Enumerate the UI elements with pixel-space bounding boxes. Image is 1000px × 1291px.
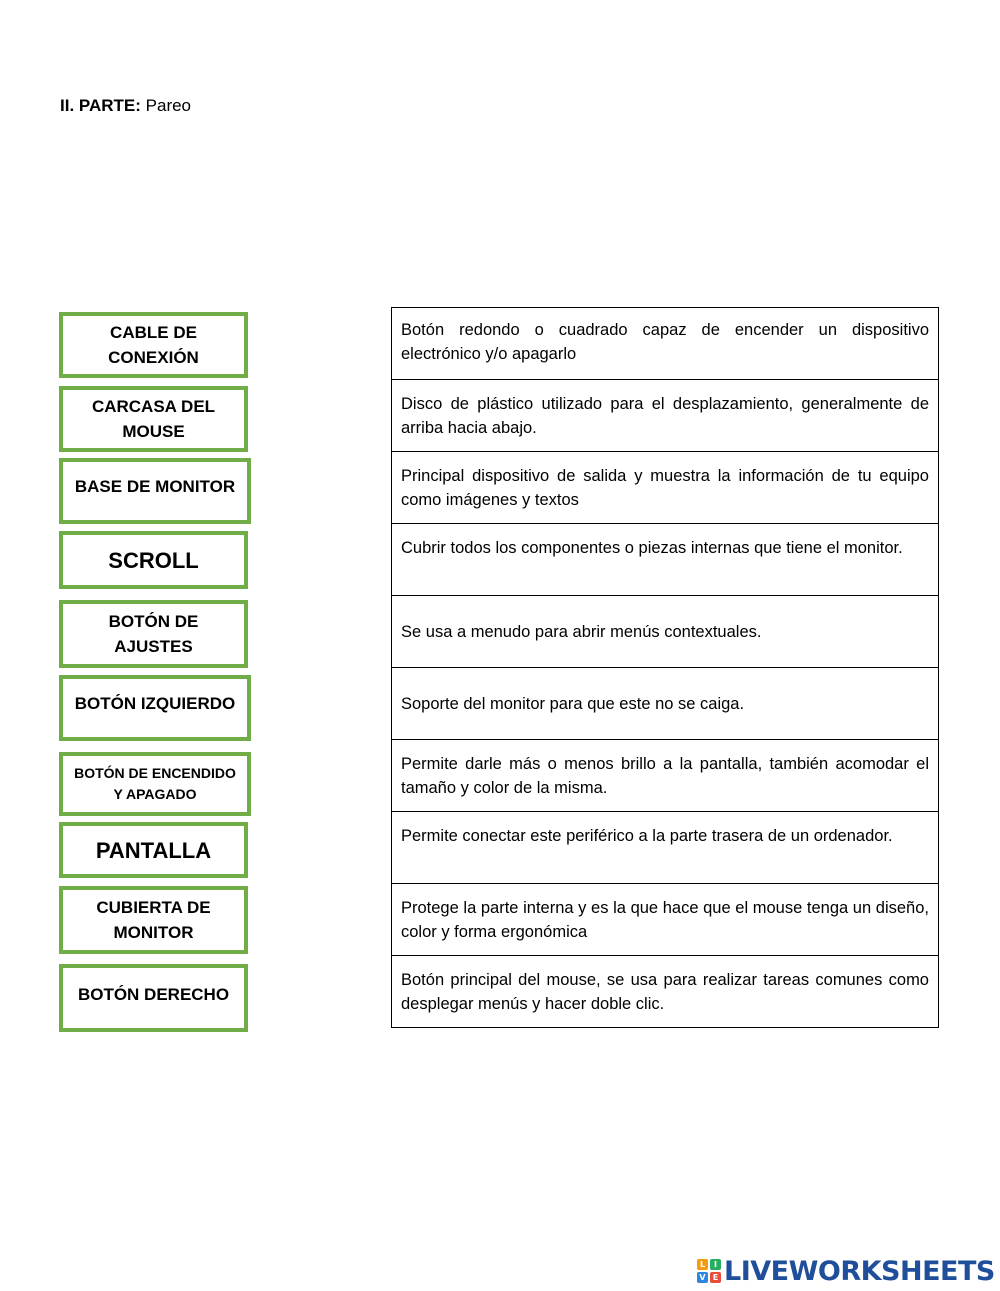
definition-cell: Botón principal del mouse, se usa para realizar tareas comunes como desplegar menús y hacer doble clic.: [392, 956, 939, 1028]
section-heading-subtitle: Pareo: [140, 96, 192, 115]
term-box-cubierta-monitor[interactable]: [59, 886, 248, 954]
liveworksheets-logo: [697, 1254, 995, 1288]
definition-cell: Cubrir todos los componentes o piezas internas que tiene el monitor.: [392, 524, 939, 596]
logo-text: LIVEWORKSHEETS: [724, 1255, 995, 1287]
table-row: [392, 452, 939, 524]
logo-letter: L: [697, 1259, 708, 1270]
term-line: BOTÓN IZQUIERDO: [74, 694, 236, 713]
definition-cell: Principal dispositivo de salida y muestra la información de tu equipo como imágenes y textos: [392, 452, 939, 524]
term-box-cable-conexion[interactable]: [59, 312, 248, 378]
term-box-boton-ajustes[interactable]: [59, 600, 248, 668]
term-box-boton-encendido[interactable]: [59, 752, 251, 816]
term-line: AJUSTES: [114, 637, 193, 656]
term-line: MOUSE: [122, 422, 185, 441]
term-box-base-monitor[interactable]: [59, 458, 251, 524]
term-line: PANTALLA: [95, 837, 212, 863]
logo-letter: V: [697, 1272, 708, 1283]
table-row: [392, 740, 939, 812]
table-row: [392, 524, 939, 596]
section-heading: [60, 96, 191, 116]
definition-cell: Permite conectar este periférico a la parte trasera de un ordenador.: [392, 812, 939, 884]
table-row: [392, 380, 939, 452]
term-line: CABLE DE: [110, 323, 197, 342]
term-box-pantalla[interactable]: [59, 822, 248, 878]
table-row: [392, 668, 939, 740]
term-line: MONITOR: [113, 923, 194, 942]
term-line: CARCASA DEL: [91, 397, 216, 416]
definition-cell: Disco de plástico utilizado para el desplazamiento, generalmente de arriba hacia abajo.: [392, 380, 939, 452]
term-line: SCROLL: [108, 547, 199, 573]
logo-letter: E: [710, 1272, 721, 1283]
term-box-boton-derecho[interactable]: [59, 964, 248, 1032]
definition-cell: Permite darle más o menos brillo a la pantalla, también acomodar el tamaño y color de la misma.: [392, 740, 939, 812]
definition-cell: Botón redondo o cuadrado capaz de encender un dispositivo electrónico y/o apagarlo: [392, 308, 939, 380]
definition-cell: Soporte del monitor para que este no se caiga.: [392, 668, 939, 740]
definition-cell: Protege la parte interna y es la que hace que el mouse tenga un diseño, color y forma ergonómica: [392, 884, 939, 956]
table-row: [392, 956, 939, 1028]
table-row: [392, 884, 939, 956]
table-row: [392, 596, 939, 668]
table-row: [392, 308, 939, 380]
term-box-carcasa-mouse[interactable]: [59, 386, 248, 452]
section-heading-bold: II. PARTE:: [60, 96, 141, 115]
term-line: BOTÓN DERECHO: [77, 985, 230, 1004]
logo-mark-icon: [697, 1259, 721, 1283]
term-box-scroll[interactable]: [59, 531, 248, 589]
definitions-table: [391, 307, 939, 1028]
term-line: CONEXIÓN: [108, 348, 199, 367]
term-line: BOTÓN DE: [108, 612, 199, 631]
logo-letter: I: [710, 1259, 721, 1270]
term-line: Y APAGADO: [113, 786, 197, 802]
term-box-boton-izquierdo[interactable]: [59, 675, 251, 741]
term-line: BASE DE MONITOR: [74, 477, 236, 496]
term-line: CUBIERTA DE: [96, 898, 211, 917]
table-row: [392, 812, 939, 884]
term-line: BOTÓN DE ENCENDIDO: [74, 765, 236, 781]
definition-cell: Se usa a menudo para abrir menús contextuales.: [392, 596, 939, 668]
